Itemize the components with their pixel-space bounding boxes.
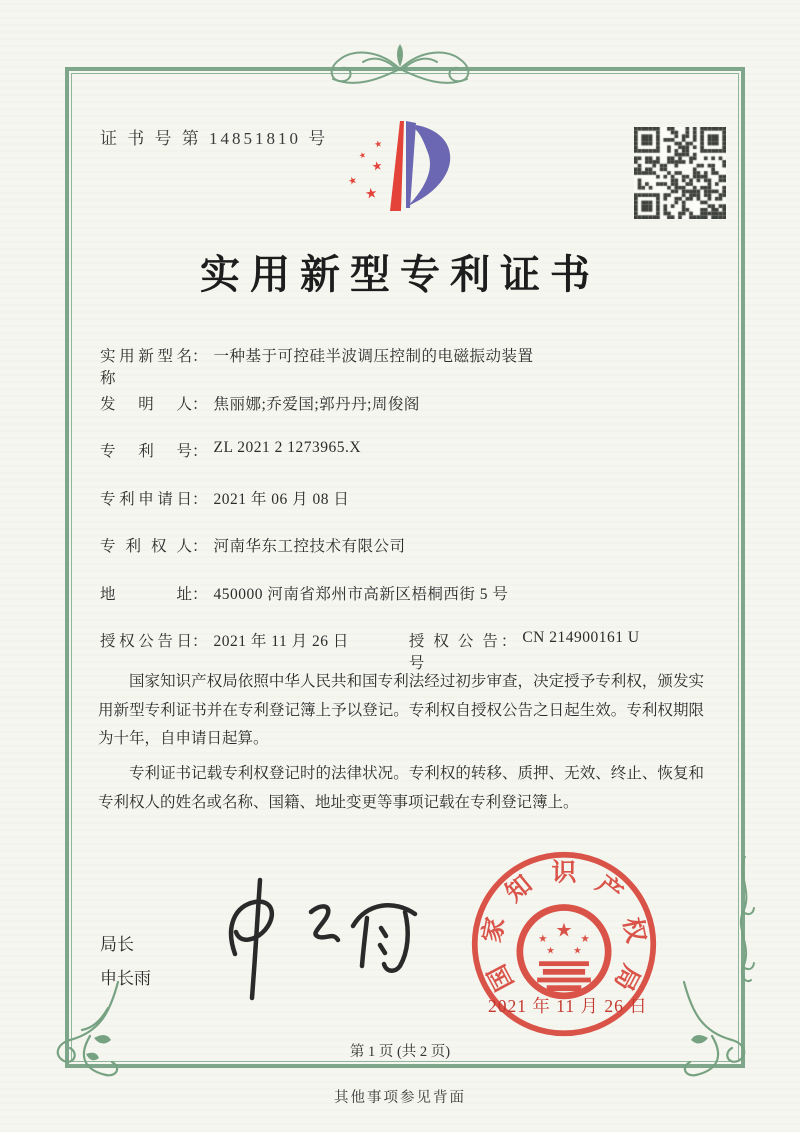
field-label: 专利号 xyxy=(100,443,192,460)
field-label: 授权公告号 xyxy=(408,633,501,672)
field-row-filing-date: 专利申请日 ： 2021 年 06 月 08 日 xyxy=(100,487,712,535)
svg-text:★: ★ xyxy=(373,139,384,151)
field-row-grant-date-and-number: 授权公告日 ： 2021 年 11 月 26 日 授权公告号 ： CN 214900161 U xyxy=(100,629,640,672)
field-value: 450000 河南省郑州市高新区梧桐西街 5 号 xyxy=(213,585,509,603)
grant-number-cell: 授权公告号 ： CN 214900161 U xyxy=(408,629,640,672)
field-label: 地址 xyxy=(100,585,192,603)
svg-text:产: 产 xyxy=(590,870,628,908)
seal-date: 2021 年 11 月 26 日 xyxy=(488,996,648,1016)
field-value: 2021 年 11 月 26 日 xyxy=(213,633,349,650)
field-row-patent-number: 专利号 ： ZL 2021 2 1273965.X xyxy=(100,439,362,460)
svg-text:局: 局 xyxy=(608,959,645,995)
svg-text:★: ★ xyxy=(357,150,368,161)
svg-text:★: ★ xyxy=(363,185,379,203)
footer-note: 其他事项参见背面 xyxy=(334,1090,466,1106)
qr-code-icon xyxy=(634,127,726,219)
svg-text:★: ★ xyxy=(370,158,384,174)
svg-text:★: ★ xyxy=(546,945,555,957)
field-label: 授权公告日 xyxy=(100,633,192,650)
svg-text:权: 权 xyxy=(617,915,650,945)
field-value: 焦丽娜;乔爱国;郭丹丹;周俊阁 xyxy=(213,395,420,413)
certificate-number: 证 书 号 第 14851810 号 xyxy=(100,129,329,148)
svg-text:识: 识 xyxy=(551,859,577,887)
svg-text:★: ★ xyxy=(538,933,548,946)
field-row-patentee: 专利权人 ： 河南华东工控技术有限公司 xyxy=(100,534,712,582)
officer-name: 申长雨 xyxy=(100,969,151,988)
field-value: 2021 年 06 月 08 日 xyxy=(213,490,350,508)
svg-text:★: ★ xyxy=(573,945,582,957)
certificate-title: 实用新型专利证书 xyxy=(200,252,600,297)
national-emblem xyxy=(520,908,608,996)
field-list xyxy=(100,344,712,677)
svg-text:★: ★ xyxy=(580,933,590,946)
field-value: CN 214900161 U xyxy=(522,629,640,646)
svg-text:家: 家 xyxy=(478,915,511,945)
page-indicator: 第 1 页 (共 2 页) xyxy=(349,1044,451,1060)
svg-text:★: ★ xyxy=(555,918,573,942)
legal-paragraph-1: 国家知识产权局依照中华人民共和国专利法经过初步审查，决定授予专利权，颁发实用新型专利证书并在专利登记簿上予以登记。专利权自授权公告之日起生效。专利权期限为十年，自申请日起算。 xyxy=(98,673,704,748)
cnipa-logo-icon xyxy=(328,110,478,224)
field-value: 河南华东工控技术有限公司 xyxy=(213,538,406,555)
legal-text xyxy=(98,668,704,823)
officer-block xyxy=(100,928,151,996)
field-row-address: 地址 ： 450000 河南省郑州市高新区梧桐西街 5 号 xyxy=(100,582,712,630)
field-label: 专利申请日 xyxy=(100,490,192,508)
field-label: 发明人 xyxy=(100,395,192,413)
svg-text:★: ★ xyxy=(346,174,359,189)
field-value: ZL 2021 2 1273965.X xyxy=(213,439,362,456)
svg-text:国: 国 xyxy=(483,959,520,995)
legal-paragraph-2: 专利证书记载专利权登记时的法律状况。专利权的转移、质押、无效、终止、恢复和专利权人的姓名或名称、国籍、地址变更等事项记载在专利登记簿上。 xyxy=(98,765,704,811)
signature-handwriting-icon xyxy=(205,872,435,1002)
field-value: 一种基于可控硅半波调压控制的电磁振动装置 xyxy=(213,348,534,365)
field-label: 专利权人 xyxy=(100,538,192,555)
field-row-utility-model-name: 实用新型名称 ： 一种基于可控硅半波调压控制的电磁振动装置 xyxy=(100,344,712,392)
officer-title: 局长 xyxy=(100,935,134,954)
field-row-inventors: 发明人 ： 焦丽娜;乔爱国;郭丹丹;周俊阁 xyxy=(100,392,712,440)
field-label: 实用新型名称 xyxy=(100,348,192,387)
svg-text:知: 知 xyxy=(500,870,538,908)
